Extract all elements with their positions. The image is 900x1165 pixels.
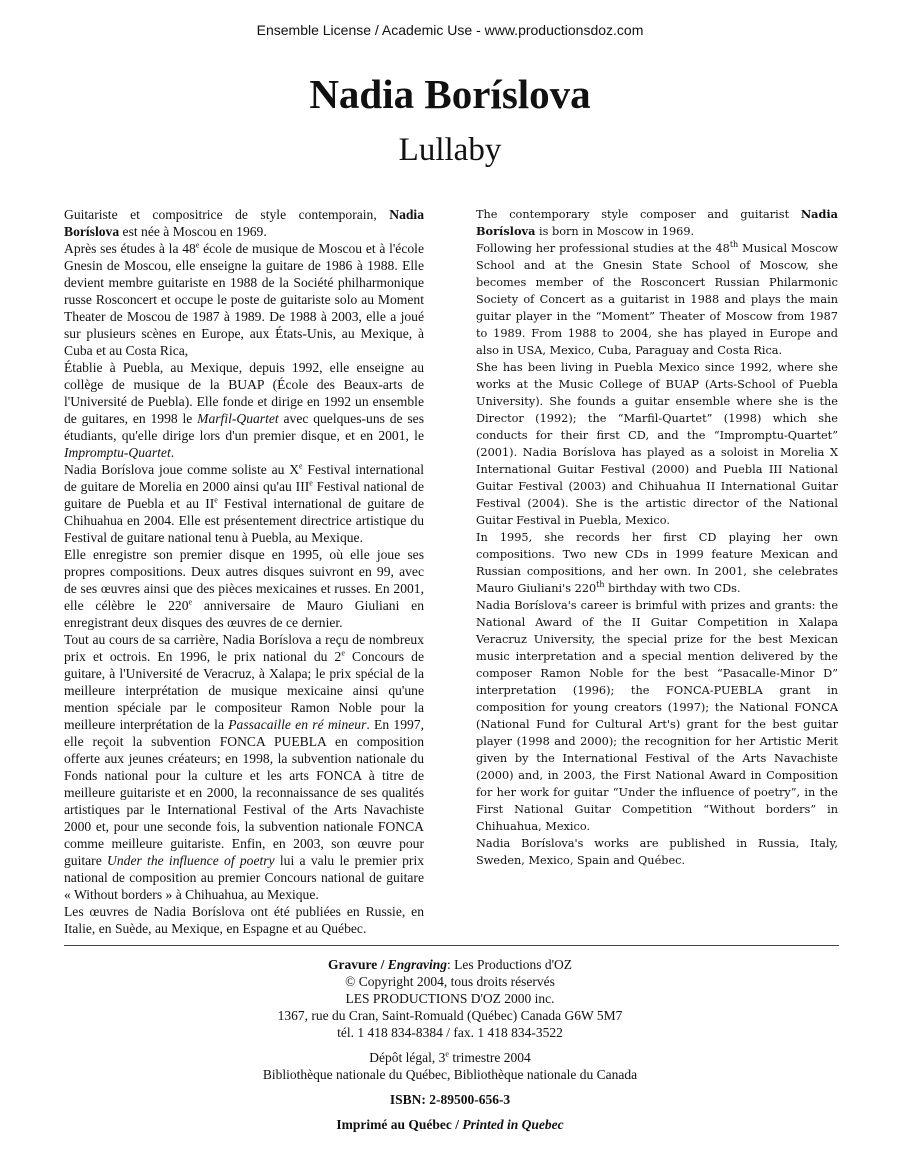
english-biography [476, 206, 838, 869]
en-paragraph-3: She has been living in Puebla Mexico since 1992, where she works at the Music College of BUAP (Arts-School of Puebla University). She founds a guitar ensemble where she is the Director (1992); the “Marfil-Quartet” (1998) which she conducts for their first CD, and the “Impromptu-Quartet” (2001). Nadia Boríslova has played as a soloist in Morelia X International Guitar Festival (2000) and Puebla III National Guitar Festival (2003) and Chihuahua II International Guitar Festival (2004). She is the artistic director of the National Guitar Festival in Puebla, Mexico. [476, 361, 838, 527]
fr-paragraph-4: Nadia Boríslova joue comme soliste au Xe Festival international de guitare de Morelia en 2000 ainsi qu'au IIIe Festival national de guitare de Puebla et au IIe Festival international de guitare de Chihuahua en 2004. Elle est présentement directrice artistique du Festival de guitare national tenu à Puebla, au Mexique. [64, 461, 424, 545]
publisher-footer [0, 956, 900, 1133]
publisher-phone: tél. 1 418 834-8384 / fax. 1 418 834-3522 [337, 1025, 563, 1040]
printed-in: Imprimé au Québec / Printed in Quebec [336, 1117, 564, 1132]
copyright-line: © Copyright 2004, tous droits réservés [345, 974, 555, 989]
en-paragraph-2: Following her professional studies at the 48th Musical Moscow School and at the Gnesin State School of Moscow, she becomes member of the Rosconcert Russian Philarmonic Society of Concert as a guitarist in 1988 and plays the main guitar player in the “Moment” Theater of Moscow from 1987 to 1989. From 1988 to 2004, she has played in Europe and also in USA, Mexico, Cuba, Paraguay and Costa Rica. [476, 240, 838, 357]
fr-paragraph-7: Les œuvres de Nadia Boríslova ont été publiées en Russie, en Italie, en Suède, au Mexique, en Espagne et au Québec. [64, 904, 424, 936]
publisher-address: 1367, rue du Cran, Saint-Romuald (Québec) Canada G6W 5M7 [277, 1008, 623, 1023]
engraving-credit: Gravure / Engraving: Les Productions d'OZ [327, 957, 573, 972]
en-paragraph-6: Nadia Boríslova's works are published in Russia, Italy, Sweden, Mexico, Spain and Québec. [476, 837, 838, 867]
national-libraries: Bibliothèque nationale du Québec, Bibliothèque nationale du Canada [262, 1067, 638, 1082]
fr-paragraph-2: Après ses études à la 48e école de musique de Moscou et à l'école Gnesin de Moscou, elle enseigne la guitare de 1986 à 1988. Elle devient membre guitariste en 1988 de la Société philharmonique russe Rosconcert et occupe le poste de guitariste solo au Moment Theater de Moscou de 1987 à 1989. De 1988 à 2003, elle a joué sur plusieurs scènes en Europe, aux États-Unis, au Mexique, à Cuba et au Costa Rica, [64, 240, 424, 358]
footer-divider [64, 945, 839, 946]
publisher-name: LES PRODUCTIONS D'OZ 2000 inc. [345, 991, 555, 1006]
en-paragraph-4: In 1995, she records her first CD playing her own compositions. Two new CDs in 1999 feature Mexican and Russian compositions, and her own. In 2001, she celebrates Mauro Giuliani's 220th birthday with two CDs. [476, 531, 838, 595]
french-biography [64, 206, 424, 937]
fr-paragraph-5: Elle enregistre son premier disque en 1995, où elle joue ses propres compositions. Deux autres disques suivront en 99, avec de ses œuvres ainsi que des pièces mexicaines et russes. En 2001, elle célèbre le 220e anniversaire de Mauro Giuliani en enregistrant deux disques des œuvres de ce dernier. [64, 547, 424, 630]
fr-paragraph-6: Tout au cours de sa carrière, Nadia Boríslova a reçu de nombreux prix et octrois. En 1996, le prix national du 2e Concours de guitare, à l'Université de Veracruz, à Xalapa; le prix spécial de la meilleure interprétation de musique mexicaine ainsi qu'une mention spéciale par le compositeur Ramon Noble pour la meilleure interprétation de la Passacaille en ré mineur. En 1997, elle reçoit la subvention FONCA PUEBLA en composition offerte aux jeunes créateurs; en 1998, la subvention nationale du Fonds national pour la culture et les arts FONCA à titre de meilleure guitariste et en 2000, la reconnaissance de ses qualités artistiques par le International Festival of the Arts Navachiste 2000 et, pour une seconde fois, la subvention nationale FONCA comme meilleure guitariste. Enfin, en 2003, son œuvre pour guitare Under the influence of poetry lui a valu le premier prix national de composition au premier Concours national de guitare « Without borders » à Chihuahua, au Mexique. [64, 632, 425, 902]
fr-paragraph-3: Établie à Puebla, au Mexique, depuis 1992, elle enseigne au collège de musique de la BUAP (École des Beaux-arts de l'Université de Puebla). Elle fonde et dirige en 1992 un ensemble de guitares, en 1998 le Marfil-Quartet avec quelques-uns de ses étudiants, qu'elle dirige lors d'un premier disque, et en 2001, le Impromptu-Quartet. [64, 360, 424, 460]
piece-title: Lullaby [398, 132, 502, 168]
license-notice: Ensemble License / Academic Use - www.productionsdoz.com [256, 22, 644, 38]
en-paragraph-1: The contemporary style composer and guitarist Nadia Boríslova is born in Moscow in 1969. [476, 207, 838, 238]
en-paragraph-5: Nadia Boríslova's career is brimful with prizes and grants: the National Award of the II Guitar Competition in Xalapa Veracruz University, the special prize for the best Mexican music interpretation and a special mention delivered by the composer Ramon Noble for the best “Pasacalle-Minor D” interpretation (1996); the FONCA-PUEBLA grant in composition for young creators (1997); the National FONCA (National Fund for Cultural Art's) grant for the best guitar player (1998 and 2000); the recognition for her Artistic Merit given by the International Festival of the Arts Navachiste (2000) and, in 2003, the First National Award in Composition for her work for guitar “Under the influence of poetry”, in the First National Guitar Competition “Without borders” in Chihuahua, Mexico. [476, 599, 838, 833]
isbn: ISBN: 2-89500-656-3 [389, 1092, 511, 1107]
composer-name: Nadia Boríslova [309, 71, 591, 117]
legal-deposit: Dépôt légal, 3e trimestre 2004 [369, 1049, 531, 1065]
fr-paragraph-1: Guitariste et compositrice de style contemporain, Nadia Boríslova est née à Moscou en 1969. [64, 207, 424, 239]
